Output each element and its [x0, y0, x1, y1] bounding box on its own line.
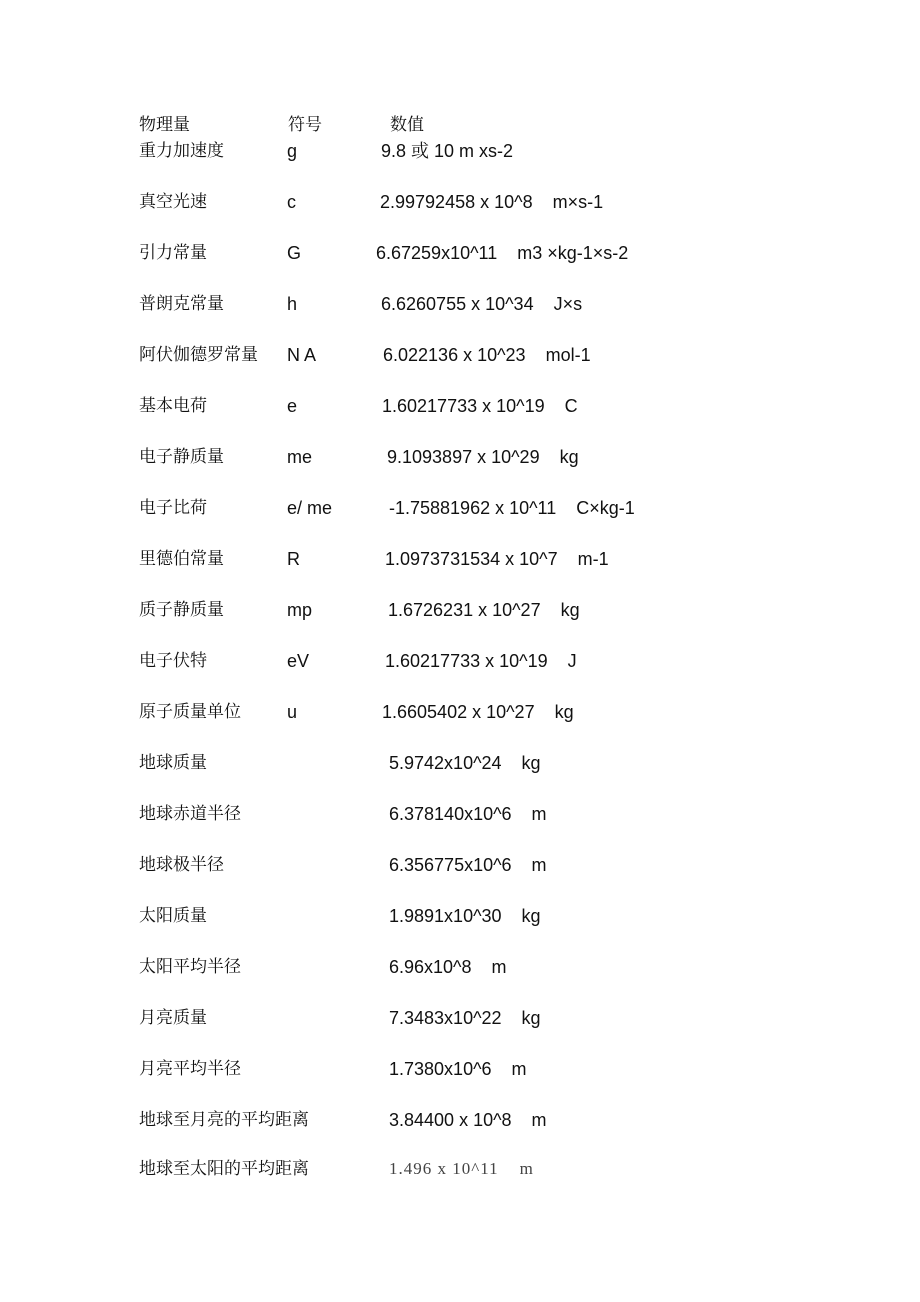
row-name: 太阳质量 — [139, 906, 207, 926]
row-name: 阿伏伽德罗常量 — [139, 345, 258, 365]
row-value: 6.378140x10^6 m — [389, 804, 547, 824]
row-name: 原子质量单位 — [139, 702, 241, 722]
row-value: 2.99792458 x 10^8 m×s-1 — [380, 192, 604, 212]
row-value: 9.8 或 10 m xs-2 — [381, 141, 514, 161]
header-symbol: 符号 — [288, 115, 322, 135]
row-value: 1.6726231 x 10^27 kg — [388, 600, 580, 620]
row-name: 质子静质量 — [139, 600, 224, 620]
row-value: 1.9891x10^30 kg — [389, 906, 541, 926]
row-name: 重力加速度 — [139, 141, 224, 161]
row-symbol: h — [287, 294, 298, 314]
header-quantity: 物理量 — [139, 115, 190, 135]
row-value: 6.356775x10^6 m — [389, 855, 547, 875]
row-name: 太阳平均半径 — [139, 957, 241, 977]
row-name: 真空光速 — [139, 192, 207, 212]
row-value: -1.75881962 x 10^11 C×kg-1 — [389, 498, 635, 518]
row-name: 地球极半径 — [139, 855, 224, 875]
row-value: 1.6605402 x 10^27 kg — [382, 702, 574, 722]
row-value: 3.84400 x 10^8 m — [389, 1110, 547, 1130]
row-name: 电子伏特 — [139, 651, 207, 671]
row-symbol: e — [287, 396, 298, 416]
row-value: 1.60217733 x 10^19 C — [382, 396, 578, 416]
row-symbol: R — [287, 549, 300, 569]
row-name: 地球至月亮的平均距离 — [139, 1110, 309, 1130]
row-value: 1.7380x10^6 m — [389, 1059, 527, 1079]
row-value: 5.9742x10^24 kg — [389, 753, 541, 773]
row-symbol: N A — [287, 345, 317, 365]
row-value: 1.496 x 10^11 m — [389, 1159, 534, 1178]
row-symbol: eV — [287, 651, 310, 671]
row-symbol: c — [287, 192, 296, 212]
row-value: 6.022136 x 10^23 mol-1 — [383, 345, 591, 365]
row-value: 6.6260755 x 10^34 J×s — [381, 294, 583, 314]
row-symbol: me — [287, 447, 313, 467]
row-name: 月亮质量 — [139, 1008, 207, 1028]
row-name: 月亮平均半径 — [139, 1059, 241, 1079]
row-name: 普朗克常量 — [139, 294, 224, 314]
row-symbol: G — [287, 243, 302, 263]
row-symbol: mp — [287, 600, 313, 620]
row-name: 里德伯常量 — [139, 549, 224, 569]
row-name: 电子静质量 — [139, 447, 224, 467]
row-value: 1.60217733 x 10^19 J — [385, 651, 577, 671]
row-name: 地球赤道半径 — [139, 804, 241, 824]
row-symbol: g — [287, 141, 298, 161]
row-symbol: e/ me — [287, 498, 333, 518]
row-value: 6.67259x10^11 m3 ×kg-1×s-2 — [376, 243, 629, 263]
row-value: 1.0973731534 x 10^7 m-1 — [385, 549, 609, 569]
row-symbol: u — [287, 702, 298, 722]
row-name: 电子比荷 — [139, 498, 207, 518]
row-name: 引力常量 — [139, 243, 207, 263]
row-name: 基本电荷 — [139, 396, 207, 416]
row-value: 9.1093897 x 10^29 kg — [387, 447, 579, 467]
row-name: 地球质量 — [139, 753, 207, 773]
row-value: 7.3483x10^22 kg — [389, 1008, 541, 1028]
row-name: 地球至太阳的平均距离 — [139, 1159, 309, 1179]
row-value: 6.96x10^8 m — [389, 957, 507, 977]
header-value: 数值 — [390, 115, 424, 135]
